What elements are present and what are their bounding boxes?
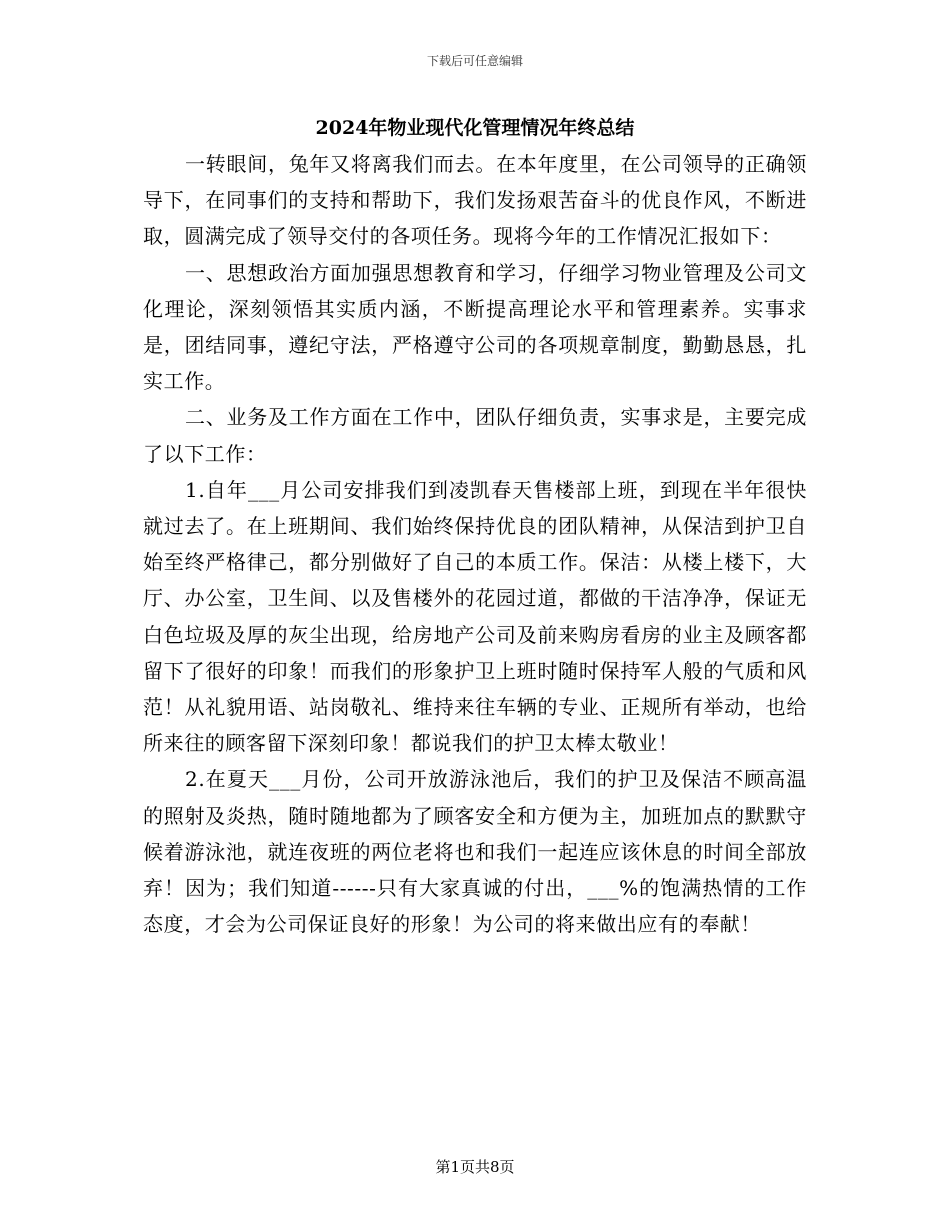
paragraph-item-2: 2.在夏天___月份，公司开放游泳池后，我们的护卫及保洁不顾高温的照射及炎热，随时随地都为了顾客安全和方便为主，加班加点的默默守候着游泳池，就连夜班的两位老将也和我们一起连应该休息的时间全部放弃！因为；我们知道------只有大家真诚的付出，___%的饱满热情的工作态度，才会为公司保证良好的形象！为公司的将来做出应有的奉献！ [143,767,807,937]
paragraph-item-1: 1.自年___月公司安排我们到凌凯春天售楼部上班，到现在半年很快就过去了。在上班期间、我们始终保持优良的团队精神，从保洁到护卫自始至终严格律己，都分别做好了自己的本质工作。保洁：从楼上楼下，大厅、办公室，卫生间、以及售楼外的花园过道，都做的干洁净净，保证无白色垃圾及厚的灰尘出现，给房地产公司及前来购房看房的业主及顾客都留下了很好的印象！而我们的形象护卫上班时随时保持军人般的气质和风范！从礼貌用语、站岗敬礼、维持来往车辆的专业、正规所有举动，也给所来往的顾客留下深刻印象！都说我们的护卫太棒太敬业！ [143,477,807,756]
paragraph-intro: 一转眼间，兔年又将离我们而去。在本年度里，在公司领导的正确领导下，在同事们的支持和帮助下，我们发扬艰苦奋斗的优良作风，不断进取，圆满完成了领导交付的各项任务。现将今年的工作情况汇报如下： [143,152,807,249]
page-header-note: 下载后可任意编辑 [426,54,523,68]
paragraph-business: 二、业务及工作方面在工作中，团队仔细负责，实事求是，主要完成了以下工作： [143,405,807,466]
page-number: 第1页共8页 [435,1158,515,1176]
document-title: 2024年物业现代化管理情况年终总结 [315,117,635,139]
paragraph-political: 一、思想政治方面加强思想教育和学习，仔细学习物业管理及公司文化理论，深刻领悟其实质内涵，不断提高理论水平和管理素养。实事求是，团结同事，遵纪守法，严格遵守公司的各项规章制度，勤勤恳恳，扎实工作。 [143,260,807,394]
document-body [143,146,807,942]
